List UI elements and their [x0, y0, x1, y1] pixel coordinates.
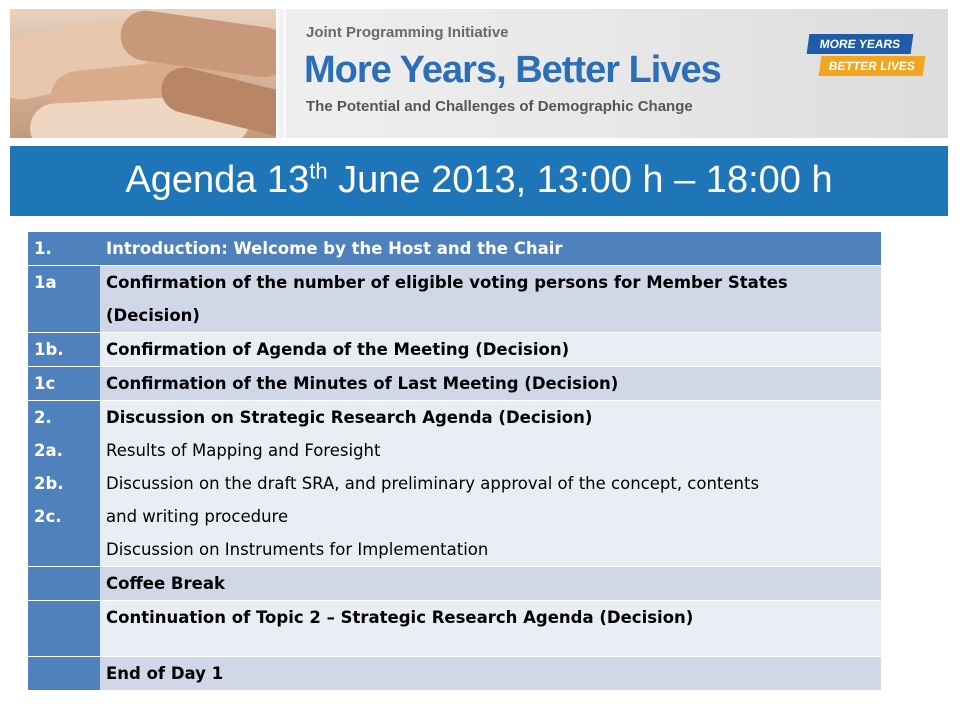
agenda-item-number: 1b. [28, 333, 100, 367]
initiative-label: Joint Programming Initiative [306, 24, 509, 41]
agenda-item-text: Confirmation of Agenda of the Meeting (Decision) [100, 333, 881, 367]
agenda-row-end [28, 657, 881, 691]
header-banner [10, 9, 948, 138]
agenda-item-text: Coffee Break [100, 567, 881, 601]
agenda-item-line: Discussion on the draft SRA, and preliminary approval of the concept, contents [106, 474, 760, 493]
agenda-row-1b [28, 333, 881, 367]
more-years-logo [808, 34, 926, 82]
agenda-item-number: 2c. [34, 507, 62, 526]
agenda-row-continuation [28, 601, 881, 657]
agenda-item-number [28, 601, 100, 657]
agenda-item-text: End of Day 1 [100, 657, 881, 691]
agenda-table [28, 232, 881, 691]
agenda-item-line: (Decision) [106, 306, 200, 325]
agenda-item-numbers [28, 401, 100, 567]
agenda-title-bar [10, 146, 948, 216]
initiative-title: More Years, Better Lives [304, 49, 721, 91]
agenda-item-line: Results of Mapping and Foresight [106, 441, 381, 460]
agenda-title-suffix: June 2013, 13:00 h – 18:00 h [327, 159, 833, 201]
agenda-item-number: 1. [28, 232, 100, 266]
agenda-item-number: 2b. [34, 474, 64, 493]
agenda-item-number: 1a [28, 266, 100, 333]
agenda-title-sup: th [309, 158, 328, 184]
agenda-item-text: Introduction: Welcome by the Host and the Chair [100, 232, 881, 266]
logo-line-2: BETTER LIVES [819, 56, 926, 76]
agenda-item-text [100, 401, 881, 567]
agenda-title-prefix: Agenda 13 [125, 159, 310, 201]
agenda-row-1c [28, 367, 881, 401]
agenda-item-text: Continuation of Topic 2 – Strategic Research Agenda (Decision) [100, 601, 881, 657]
agenda-row-coffee [28, 567, 881, 601]
agenda-row-1 [28, 232, 881, 266]
agenda-item-line: Confirmation of the number of eligible voting persons for Member States [106, 273, 788, 292]
agenda-item-text [100, 266, 881, 333]
agenda-row-1a [28, 266, 881, 333]
agenda-item-number: 1c [28, 367, 100, 401]
hands-photo [10, 9, 276, 138]
initiative-subtitle: The Potential and Challenges of Demographic Change [306, 98, 693, 115]
agenda-item-number: 2. [34, 408, 52, 427]
logo-line-1: MORE YEARS [807, 34, 914, 54]
agenda-item-text: Confirmation of the Minutes of Last Meeting (Decision) [100, 367, 881, 401]
agenda-item-line: Discussion on Instruments for Implementation [106, 540, 489, 559]
photo-divider [276, 9, 286, 138]
agenda-item-number [28, 567, 100, 601]
agenda-item-number: 2a. [34, 441, 63, 460]
agenda-row-2 [28, 401, 881, 567]
agenda-item-line: and writing procedure [106, 507, 289, 526]
agenda-item-number [28, 657, 100, 691]
agenda-title [10, 156, 948, 204]
agenda-item-heading: Discussion on Strategic Research Agenda (Decision) [106, 408, 593, 427]
